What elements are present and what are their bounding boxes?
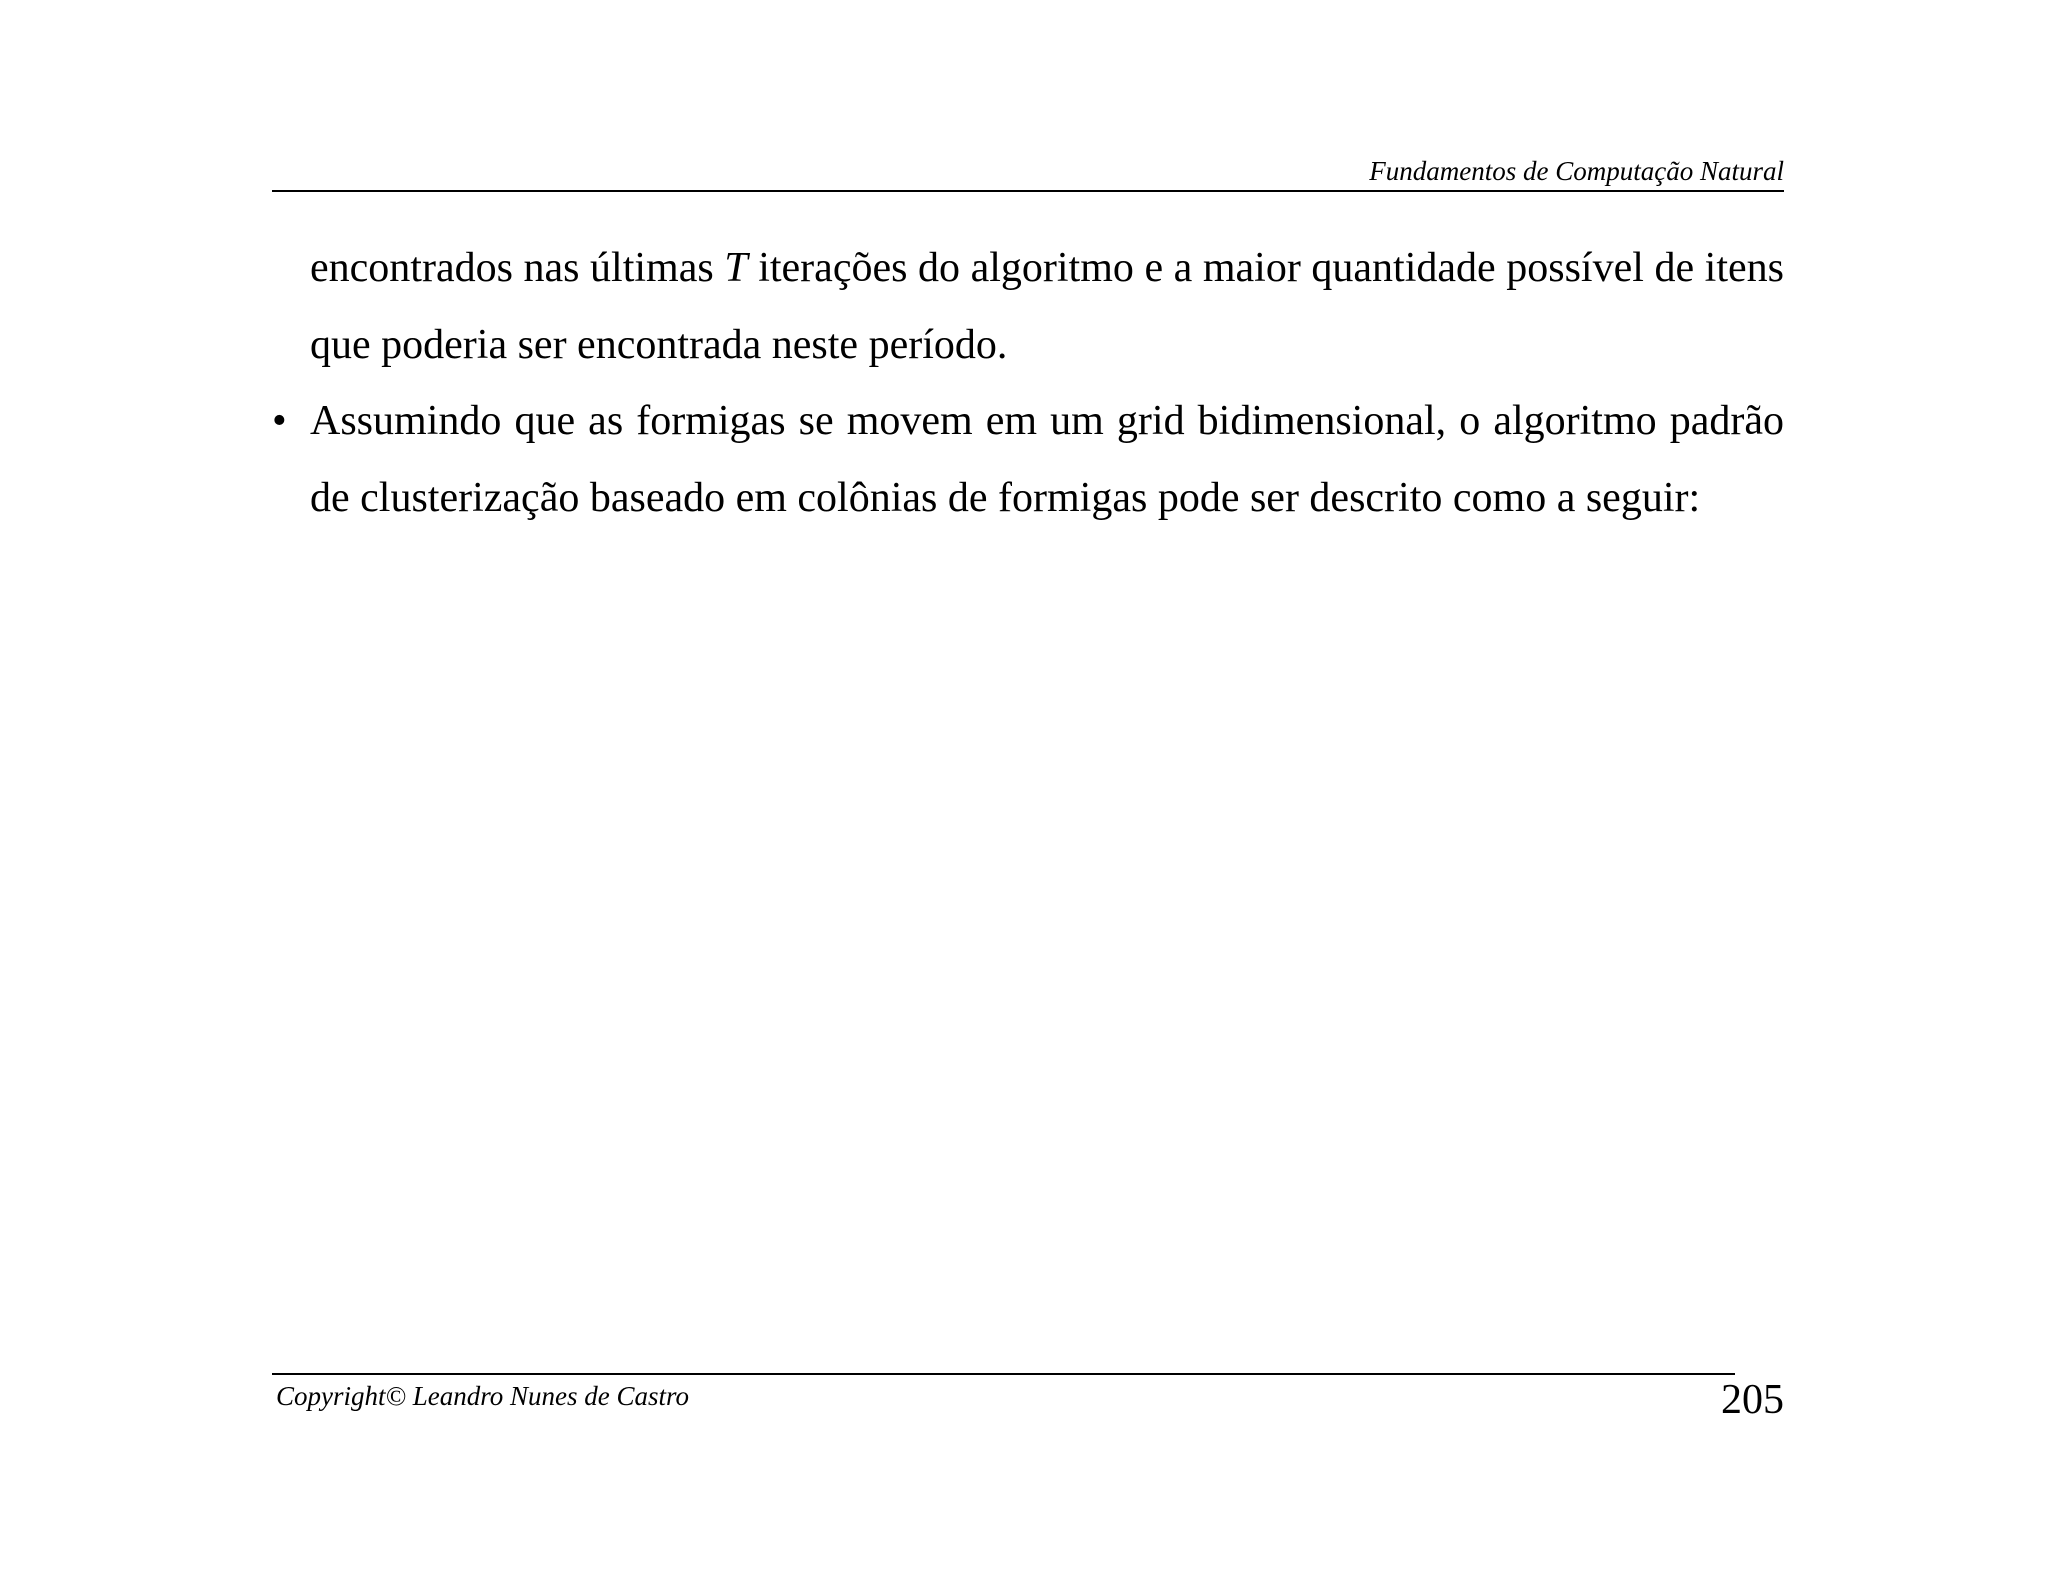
bullet-paragraph xyxy=(272,383,1784,537)
paragraph-text-end: iterações do algoritmo e a maior quantidade possível de itens que poderia ser encontrada neste período. xyxy=(310,245,1784,368)
italic-variable: T xyxy=(724,245,748,291)
paragraph-text-start: encontrados nas últimas xyxy=(310,245,725,291)
continued-paragraph xyxy=(310,230,1784,384)
bullet-marker: • xyxy=(272,398,287,444)
running-header-title: Fundamentos de Computação Natural xyxy=(1369,156,1784,186)
copyright-notice: Copyright© Leandro Nunes de Castro xyxy=(276,1381,690,1411)
page-number: 205 xyxy=(1721,1377,1784,1423)
header-divider xyxy=(272,190,1784,192)
bullet-paragraph-text: Assumindo que as formigas se movem em um grid bidimensional, o algoritmo padrão de clusterização baseado em colônias de formigas pode ser descrito como a seguir: xyxy=(310,398,1784,521)
footer-divider xyxy=(272,1373,1735,1375)
